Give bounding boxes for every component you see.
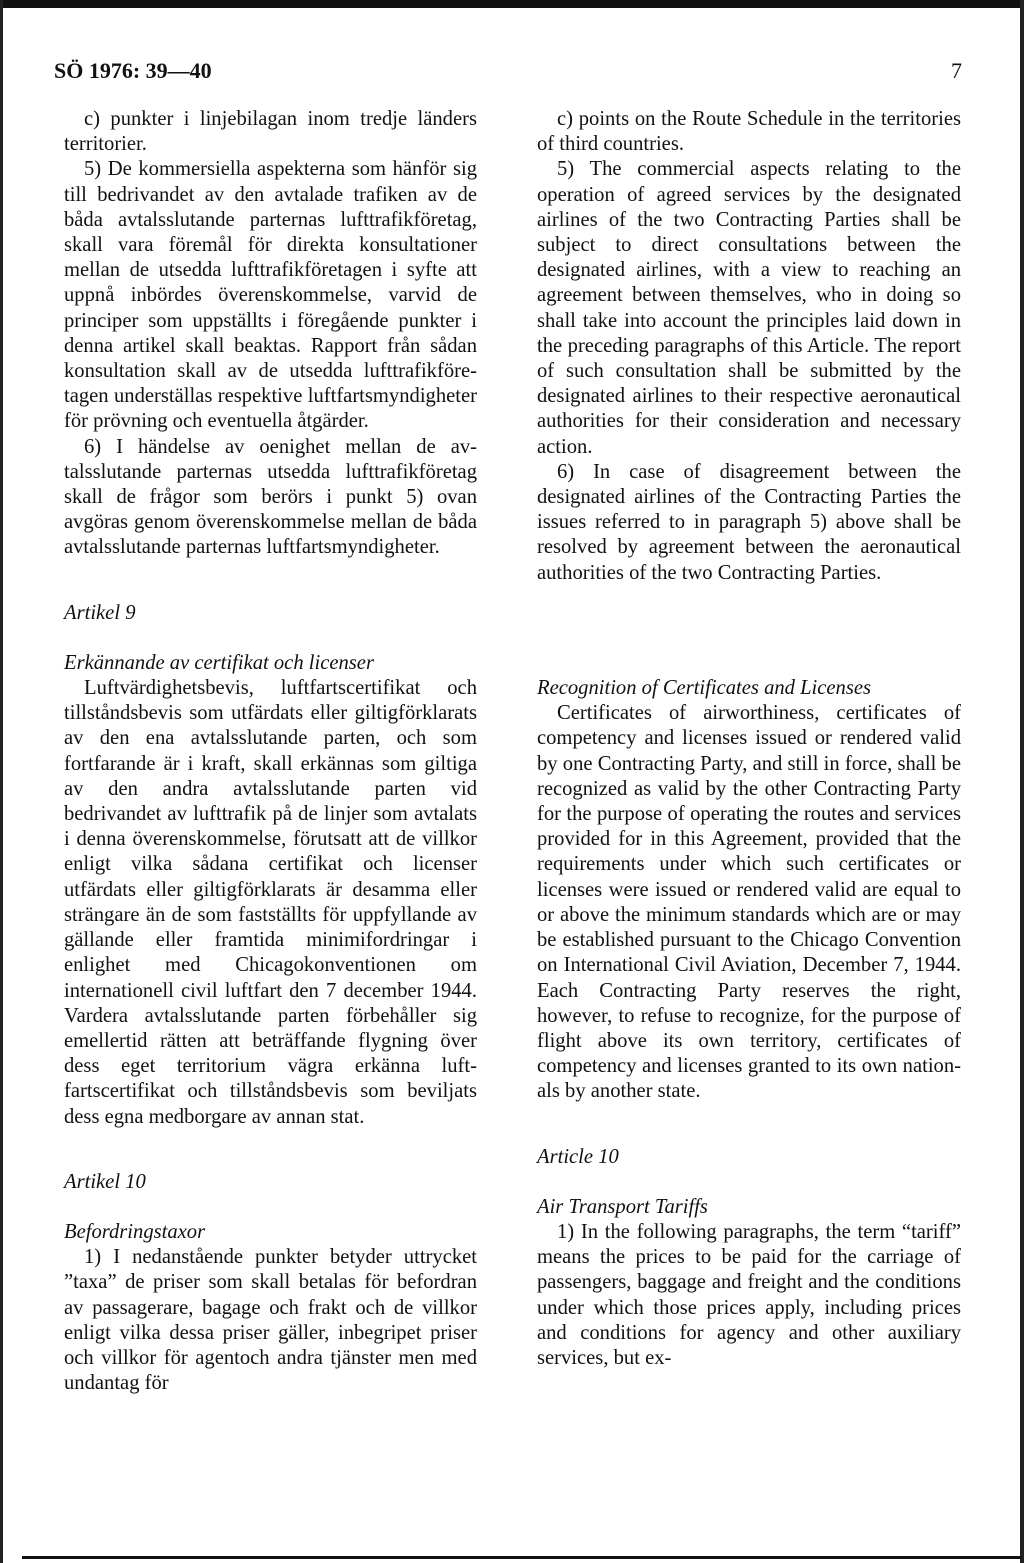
en-paragraph-5: 5) The commercial aspects relating to the operation of agreed services by the designated airlines of the two Contracting Parties shall be subject to direct consultations between the designated airlines, with a view to reaching an agreement between themselves, who in doing so shall take into account the principles laid down in the preceding paragraphs of this Article. The report of such consultation shall be submitted by the designated airlines to their respective aeronautical authorities for their consideration and necessary action. (537, 158, 961, 458)
en-article-10-subheading: Air Transport Tariffs (537, 1195, 708, 1218)
sv-article-9-text: Luftvärdighetsbevis, luftfartscertifikat och tillståndsbevis som utfärdats eller giltigförklarats av den ena avtalsslutande parten, och som fortfarande är i kraft, skall erkännas som giltiga av den andra avtalsslutande parten vid bedrivandet av lufttrafik på de linjer som avtalats i denna överenskommelse, förutsatt att de villkor enligt vilka sådana certifikat och licenser utfärdats eller giltigförklarats är desamma eller strängare än de som fastställts för uppfyllande av gällande eller framtida minimifordringar i enlighet med Chicagokonventionen om internationell civil luftfart den 7 december 1944. Vardera avtalsslutande parten förbehåller sig emellertid rätten att beträffande flygning över dess eget territorium vägra erkänna luftfartscertifikat och tillståndsbevis som beviljats dess egna medborgare av annan stat. (64, 677, 477, 1128)
en-article-10-heading: Article 10 (537, 1145, 619, 1168)
sv-paragraph-6: 6) I händelse av oenighet mellan de avtalsslutande parternas utsedda lufttrafikföretag skall de frågor som berörs i punkt 5) ovan avgöras genom överenskommelse mellan de båda avtalsslutande parternas luftfartsmyndigheter. (64, 435, 477, 559)
sv-article-10-text: 1) I nedanstående punkter betyder uttrycket ”taxa” de priser som skall betalas för befordran av passagerare, bagage och frakt och de villkor enligt vilka dessa priser gäller, inbegripet priser och villkor för agentoch andra tjänster men med undantag för (64, 1246, 477, 1395)
english-column (537, 107, 961, 1371)
left-border (0, 0, 3, 1563)
swedish-column (64, 107, 477, 1396)
top-border (0, 0, 1024, 8)
en-paragraph-6: 6) In case of disagreement between the designated airlines of the Contracting Parties the issues referred to in paragraph 5) above shall be resolved by agreement between the aeronautical authorities of the two Contracting Parties. (537, 460, 961, 584)
en-article-9-subheading: Recognition of Certificates and Licenses (537, 677, 872, 700)
en-article-10-text: 1) In the following paragraphs, the term “tariff” means the prices to be paid for the carriage of passengers, baggage and freight and the conditions under which those prices apply, including prices and conditions for agency and other auxiliary services, but ex- (537, 1220, 961, 1369)
sv-article-9-subheading: Erkännande av certifikat och licenser (64, 651, 374, 674)
right-border (1020, 0, 1024, 1563)
sv-article-10-subheading: Befordringstaxor (64, 1220, 206, 1243)
en-paragraph-c: c) points on the Route Schedule in the territories of third countries. (537, 108, 961, 156)
document-reference: SÖ 1976: 39—40 (54, 58, 212, 83)
sv-paragraph-5: 5) De kommersiella aspekterna som hänför sig till bedrivandet av den avtalade trafiken av de båda avtalsslutande parternas lufttrafikföretag, skall vara föremål för direkta konsultationer mellan de utsedda lufttrafikföretagen i syfte att uppnå inbördes överenskommelse, varvid de principer som uppställts i föregående punkter i denna artikel skall beaktas. Rapport från sådan konsultation skall av de utsedda lufttrafikföretagen underställas respektive luftfartsmyndigheter för prövning och eventuella åtgärder. (64, 158, 477, 433)
bottom-border (22, 1556, 1022, 1559)
page-header (54, 58, 962, 88)
page-number: 7 (951, 58, 962, 83)
sv-paragraph-c: c) punkter i linjebilagan inom tredje länders territorier. (64, 108, 477, 156)
sv-article-9-heading: Artikel 9 (64, 601, 136, 624)
sv-article-10-heading: Artikel 10 (64, 1170, 146, 1193)
en-article-9-text: Certificates of airworthiness, certificates of competency and licenses issued or rendered valid by one Contracting Party, and still in force, shall be recognized as valid by the other Contracting Party for the purpose of operating the routes and services provided for in this Agreement, provided that the requirements under which such certificates or licenses were issued or rendered valid are equal to or above the minimum standards which are or may be established pursuant to the Chicago Convention on International Civil Aviation, December 7, 1944. Each Contracting Party reserves the right, however, to refuse to recognize, for the purpose of flight above its own territory, certificates of competency and licenses granted to its own nationals by another state. (537, 702, 961, 1103)
en-article-9-heading (537, 626, 961, 651)
